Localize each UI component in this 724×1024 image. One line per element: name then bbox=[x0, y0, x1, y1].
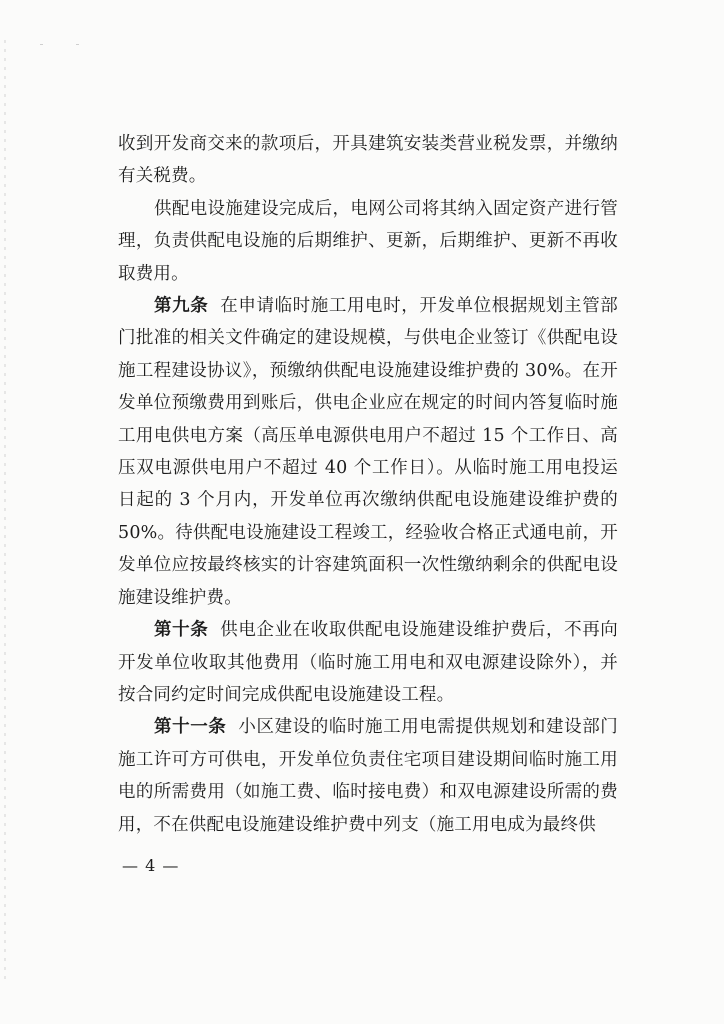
paragraph-text: 在申请临时施工用电时，开发单位根据规划主管部门批准的相关文件确定的建设规模，与供电企业签订《供配电设施工程建设协议》，预缴纳供配电设施建设维护费的 30%。在开发单位预缴费用到账后，供电企业应在规定的时间内答复临时施工用电供电方案（高压单电源供电用户不超过 15 个工作日、高压双电源供电用户不超过 40 个工作日）。从临时施工用电投运日起的 3 个月内，开发单位再次缴纳供配电设施建设维护费的 50%。待供配电设施建设工程竣工，经验收合格正式通电前，开发单位应按最终核实的计容建筑面积一次性缴纳剩余的供配电设施建设维护费。 bbox=[118, 296, 618, 608]
body-text bbox=[118, 128, 618, 841]
scan-edge-artifact bbox=[4, 40, 6, 980]
article-number: 第九条 bbox=[154, 296, 209, 317]
article-number: 第十条 bbox=[154, 620, 209, 641]
paragraph bbox=[118, 193, 618, 290]
paragraph-text: 供电企业在收取供配电设施建设维护费后，不再向开发单位收取其他费用（临时施工用电和双电源建设除外），并按合同约定时间完成供配电设施建设工程。 bbox=[118, 620, 618, 705]
article-9 bbox=[118, 290, 618, 614]
scan-speck bbox=[40, 44, 43, 45]
paragraph-continuation bbox=[118, 128, 618, 193]
article-number: 第十一条 bbox=[154, 717, 227, 738]
paragraph-text: 收到开发商交来的款项后，开具建筑安装类营业税发票，并缴纳有关税费。 bbox=[118, 134, 618, 187]
article-11 bbox=[118, 711, 618, 841]
article-10 bbox=[118, 614, 618, 711]
page-number: — 4 — bbox=[122, 856, 180, 875]
scan-speck bbox=[76, 44, 79, 45]
paragraph-text: 供配电设施建设完成后，电网公司将其纳入固定资产进行管理，负责供配电设施的后期维护、更新，后期维护、更新不再收取费用。 bbox=[118, 198, 618, 284]
paragraph-text: 小区建设的临时施工用电需提供规划和建设部门施工许可方可供电，开发单位负责住宅项目建设期间临时施工用电的所需费用（如施工费、临时接电费）和双电源建设所需的费用，不在供配电设施建设维护费中列支（施工用电成为最终供 bbox=[118, 717, 618, 835]
